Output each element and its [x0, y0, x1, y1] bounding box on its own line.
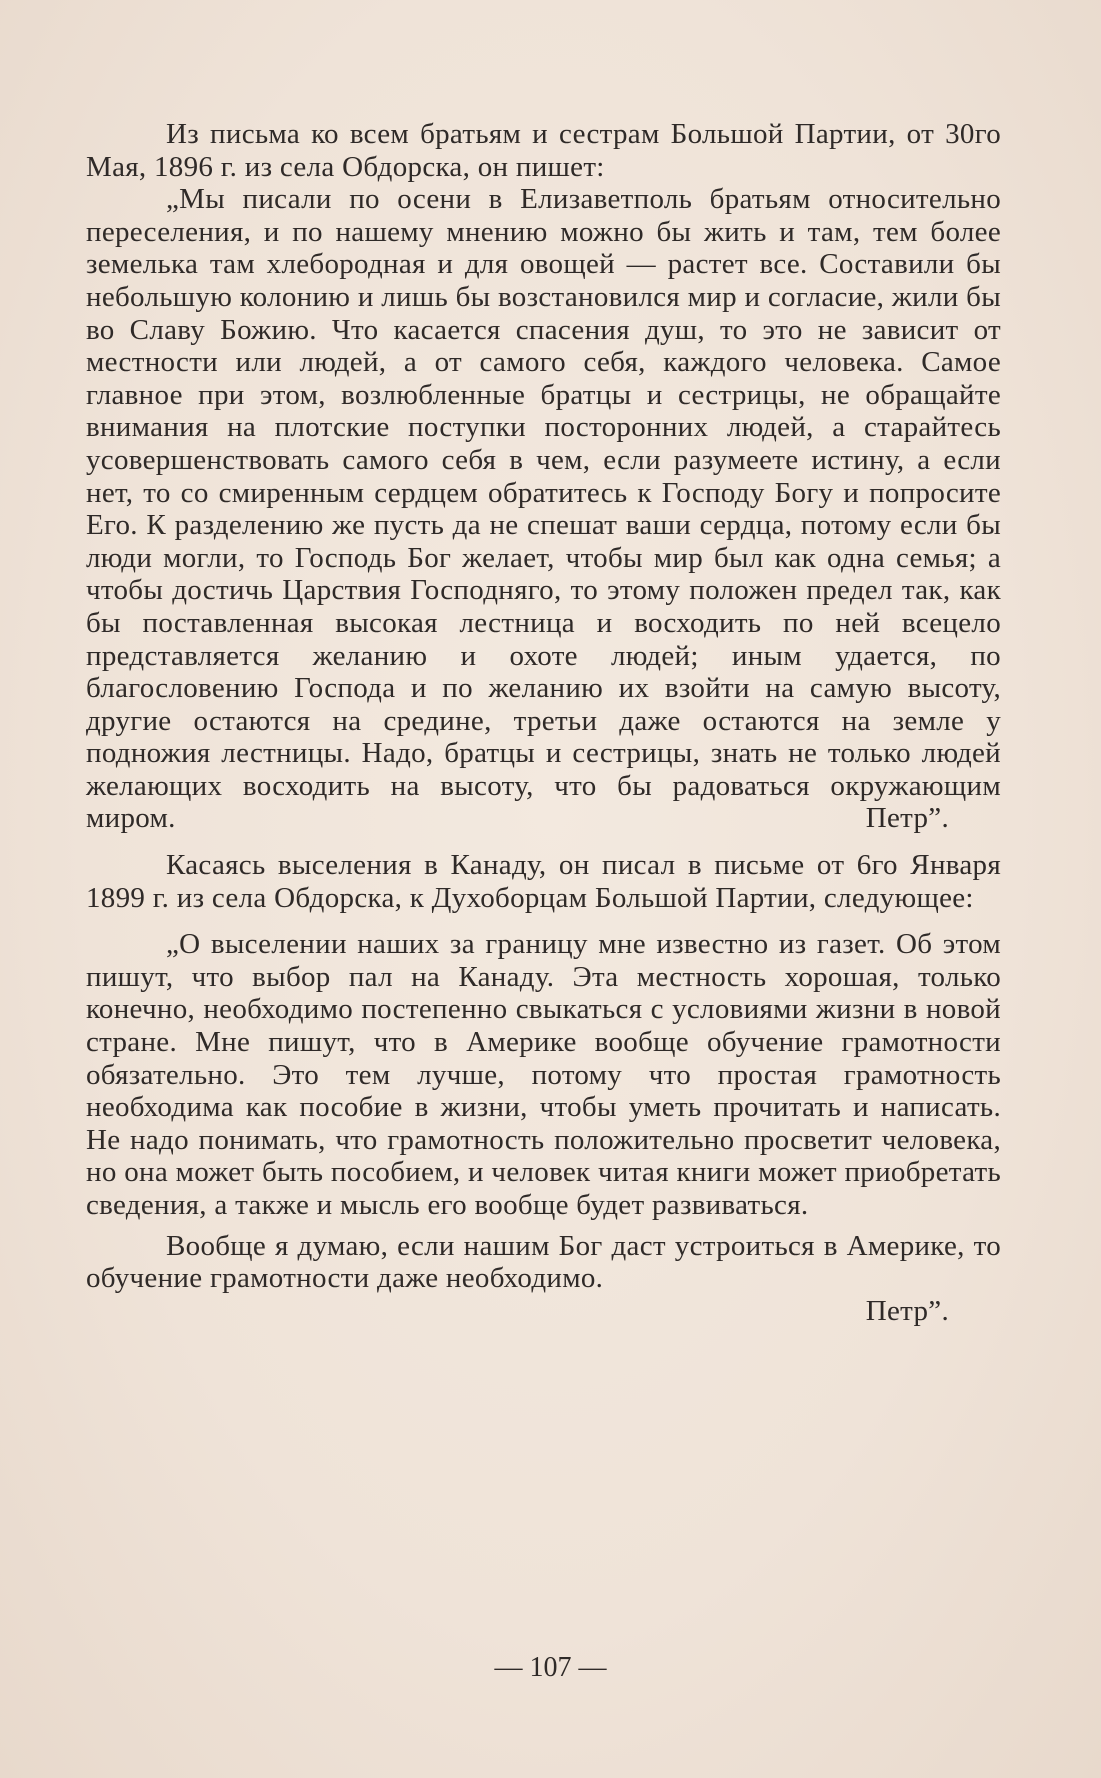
- quote-letter-1899: „О выселении наших за границу мне известно из газет. Об этом пишут, что выбор пал на Канаду. Эта местность хорошая, только конечно, необходимо постепенно свыкаться с условиями жизни в новой стране. Мне пишут, что в Америке вообще обучение грамотности обязательно. Это тем лучше, потому что простая грамотность необходима как пособие в жизни, чтобы уметь прочитать и написать. Не надо понимать, что грамотность положительно просветит человека, но она может быть пособием, и человек читая книги может приобретать сведения, а также и мысль его вообще будет развиваться.: [86, 928, 1001, 1221]
- page-number: — 107 —: [494, 1652, 607, 1683]
- paragraph-intro-1896: Из письма ко всем братьям и сестрам Большой Партии, от 30го Мая, 1896 г. из села Обдорска, он пишет:: [86, 118, 1001, 183]
- quote-letter-1896: [86, 183, 1001, 835]
- signature-petr-2: Петр”.: [865, 1294, 949, 1327]
- paragraph-intro-1899: Касаясь выселения в Канаду, он писал в письме от 6го Января 1899 г. из села Обдорска, к Духоборцам Большой Партии, следующее:: [86, 849, 1001, 914]
- paragraph-gap: [86, 835, 1001, 849]
- quote-text-1896: „Мы писали по осени в Елизаветполь братьям относительно переселения, и по нашему мнению можно бы жить и там, тем более земелька там хлебородная и для овощей — растет все. Составили бы небольшую колонию и лишь бы возстановился мир и согласие, жили бы во Славу Божию. Что касается спасения душ, то это не зависит от местности или людей, а от самого себя, каждого человека. Самое главное при этом, возлюбленные братцы и сестрицы, не обращайте внимания на плотские поступки посторонних людей, а старайтесь усовершенствовать самого себя в чем, если разумеете истину, а если нет, то со смиренным сердцем обратитесь к Господу Богу и попросите Его. К разделению же пусть да не спешат ваши сердца, потому если бы люди могли, то Господь Бог желает, чтобы мир был как одна семья; а чтобы достичь Царствия Господняго, то этому положен предел так, как бы поставленная высокая лестница и восходить по ней всецело представляется желанию и охоте людей; иным удается, по благословению Господа и по желанию их взойти на самую высоту, другие остаются на средине, третьи даже остаются на земле у подножия лестницы. Надо, братцы и сестрицы, знать не только людей желающих восходить на высоту, что бы радоваться окружающим миром.: [86, 183, 1001, 835]
- paragraph-gap: [86, 914, 1001, 928]
- page-body: [86, 118, 1001, 1327]
- signature-petr-1: Петр”.: [865, 802, 949, 835]
- quote-letter-1899-continued: Вообще я думаю, если нашим Бог даст устроиться в Америке, то обучение грамотности даже необходимо.: [86, 1229, 1001, 1295]
